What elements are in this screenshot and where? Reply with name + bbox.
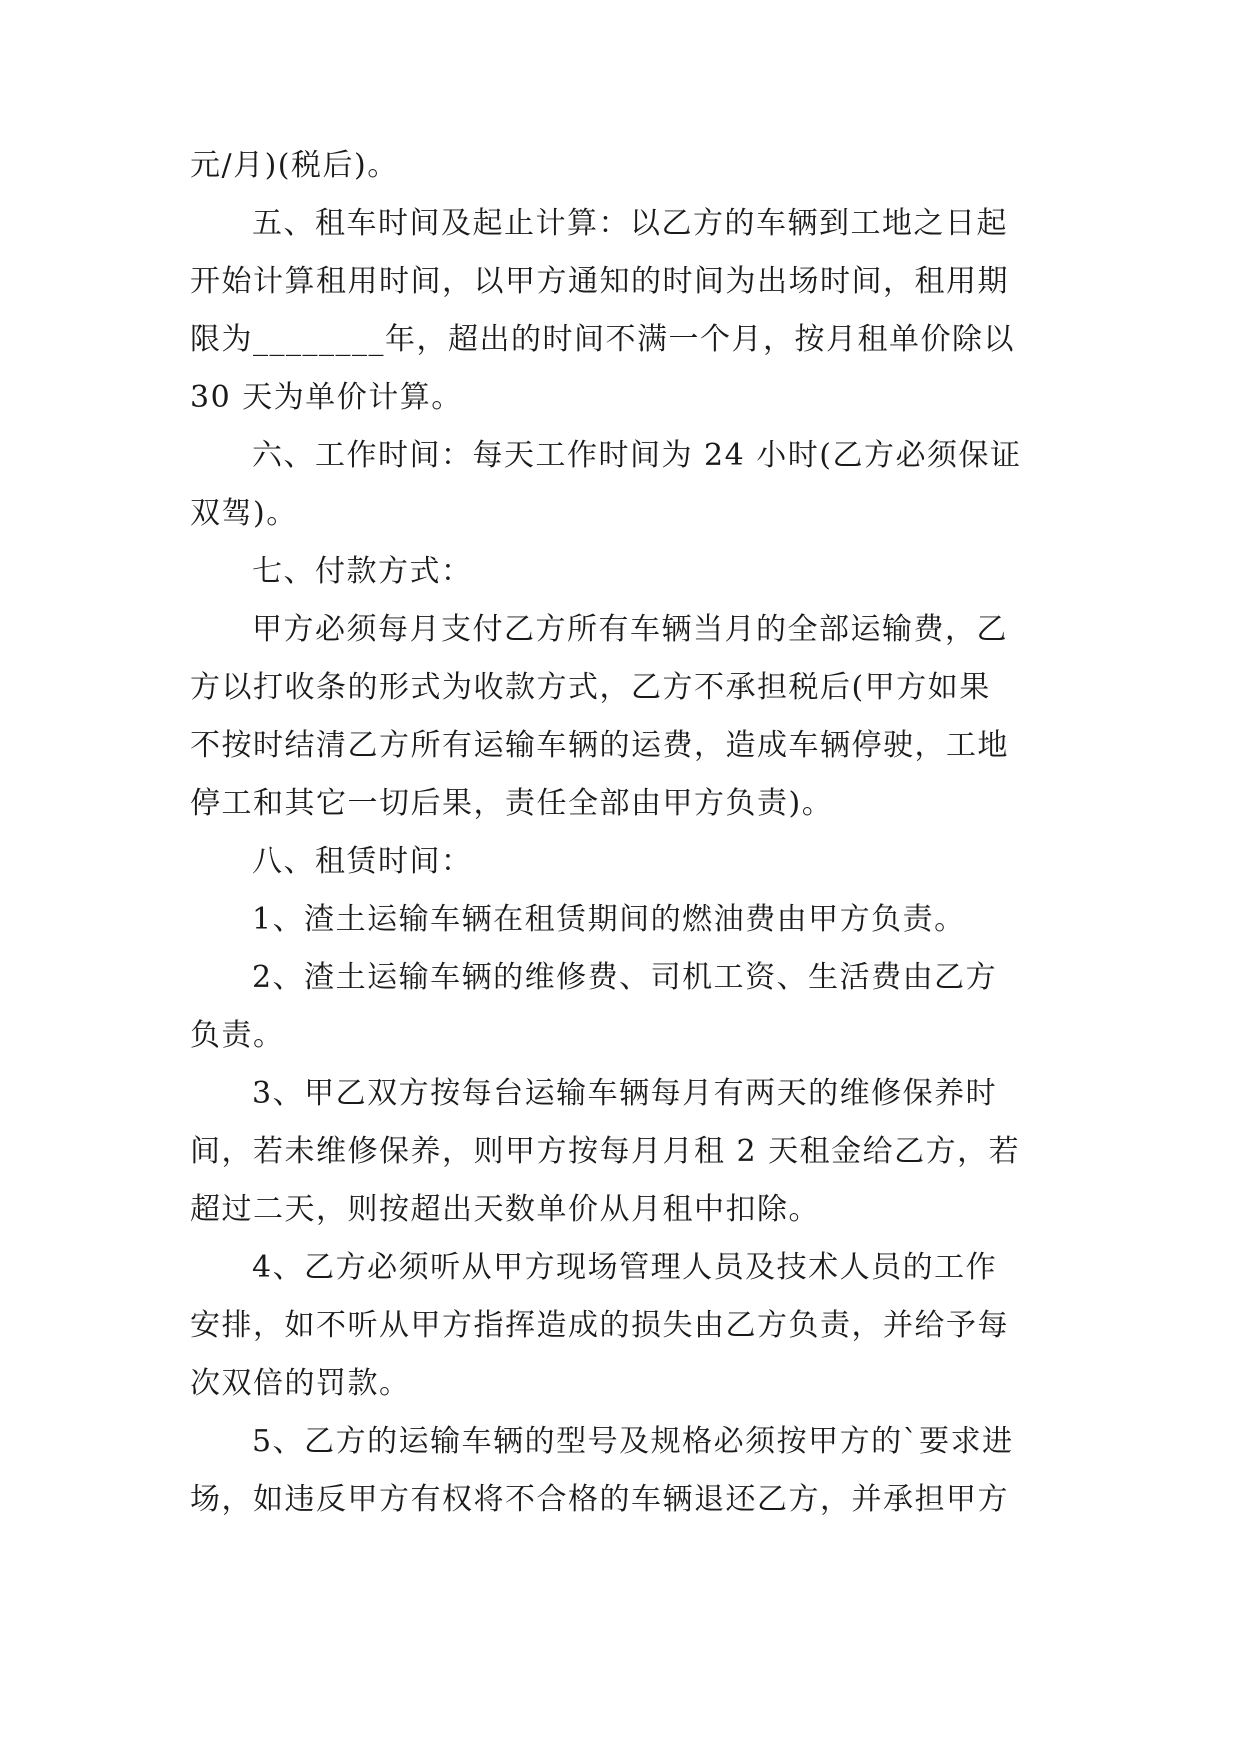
clause-7-heading: 七、付款方式： xyxy=(252,554,473,589)
text-line: 安排，如不听从甲方指挥造成的损失由乙方负责，并给予每 xyxy=(190,1308,1009,1343)
text-line: 双驾)。 xyxy=(190,496,298,531)
clause-8-heading: 八、租赁时间： xyxy=(252,844,473,879)
text-line: 不按时结清乙方所有运输车辆的运费，造成车辆停驶，工地 xyxy=(190,728,1009,763)
text-line: 元/月)(税后)。 xyxy=(190,148,399,183)
item-4-line: 4、乙方必须听从甲方现场管理人员及技术人员的工作 xyxy=(252,1250,998,1285)
text-line: 开始计算租用时间，以甲方通知的时间为出场时间，租用期 xyxy=(190,264,1009,299)
text-line: 30 天为单价计算。 xyxy=(190,380,463,415)
text-line: 负责。 xyxy=(190,1018,285,1053)
text-line: 间，若未维修保养，则甲方按每月月租 2 天租金给乙方，若 xyxy=(190,1134,1021,1169)
item-1-line: 1、渣土运输车辆在租赁期间的燃油费由甲方负责。 xyxy=(252,902,966,937)
text-line: 次双倍的罚款。 xyxy=(190,1366,411,1401)
clause-6-line: 六、工作时间：每天工作时间为 24 小时(乙方必须保证 xyxy=(252,438,1022,473)
text-line: 超过二天，则按超出天数单价从月租中扣除。 xyxy=(190,1192,820,1227)
clause-5-line: 五、租车时间及起止计算：以乙方的车辆到工地之日起 xyxy=(252,206,1008,241)
text-line: 限为________年，超出的时间不满一个月，按月租单价除以 xyxy=(190,322,1015,357)
text-line: 停工和其它一切后果，责任全部由甲方负责)。 xyxy=(190,786,834,821)
text-line: 方以打收条的形式为收款方式，乙方不承担税后(甲方如果 xyxy=(190,670,991,705)
item-2-line: 2、渣土运输车辆的维修费、司机工资、生活费由乙方 xyxy=(252,960,998,995)
item-3-line: 3、甲乙双方按每台运输车辆每月有两天的维修保养时 xyxy=(252,1076,998,1111)
item-5-line: 5、乙方的运输车辆的型号及规格必须按甲方的`要求进 xyxy=(252,1424,1014,1459)
text-line: 甲方必须每月支付乙方所有车辆当月的全部运输费，乙 xyxy=(252,612,1008,647)
text-line: 场，如违反甲方有权将不合格的车辆退还乙方，并承担甲方 xyxy=(190,1482,1009,1517)
